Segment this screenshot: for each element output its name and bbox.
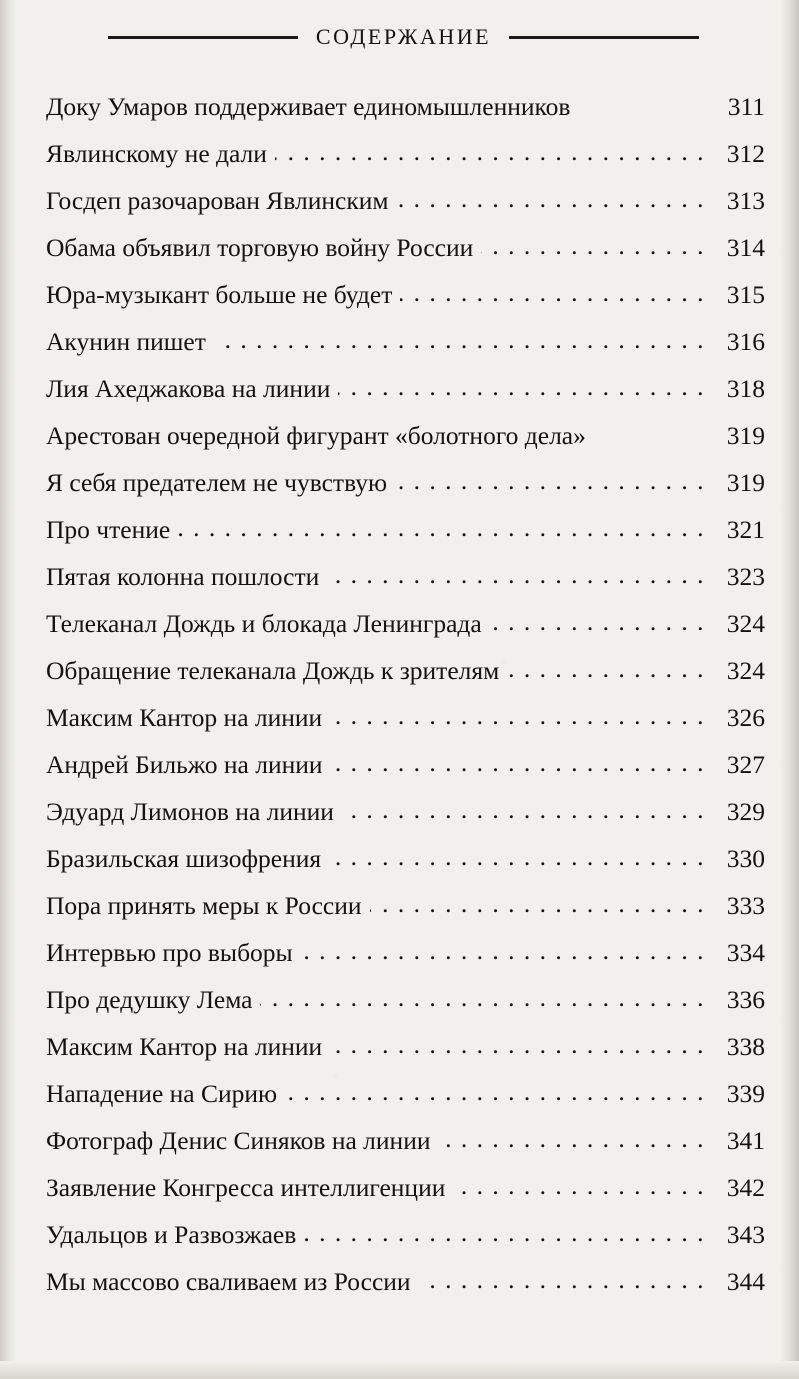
toc-entry-title: Эдуард Лимонов на линии [46,796,334,826]
page-title: СОДЕРЖАНИЕ [315,24,492,49]
toc-leader-dots [329,842,705,867]
toc-entry-page: 321 [726,514,765,544]
toc-entry-page: 313 [726,185,765,215]
toc-leader-dots [178,513,705,538]
toc-entry-page: 341 [726,1125,765,1155]
toc-entry[interactable] [46,683,765,730]
toc-leader-dots [260,983,705,1008]
toc-entry-title: Пятая колонна пошлости [46,561,320,591]
toc-entry-page: 342 [726,1172,765,1202]
toc-leader-dots [327,560,705,585]
toc-entry-title: Максим Кантор на линии [46,1031,323,1061]
toc-leader-dots [594,419,705,444]
toc-entry-title: Я себя предателем не чувствую [46,467,388,497]
toc-entry-title: Пора принять меры к России [46,890,362,920]
toc-entry-page: 318 [726,373,765,403]
toc-entry-page: 319 [726,467,765,497]
header-rule-right [509,36,699,39]
toc-leader-dots [419,1265,705,1290]
toc-entry[interactable] [46,589,765,636]
toc-leader-dots [338,372,705,397]
toc-entry-title: Максим Кантор на линии [46,702,323,732]
toc-leader-dots [397,184,705,209]
toc-entry-title: Удальцов и Развозжаев [46,1219,297,1249]
toc-entry-page: 330 [726,843,765,873]
toc-entry-page: 336 [726,984,765,1014]
toc-entry-title: Нападение на Сирию [46,1078,278,1108]
toc-entry-title: Госдеп разочарован Явлинским [46,185,389,215]
toc-leader-dots [490,607,705,632]
toc-entry-page: 334 [726,937,765,967]
toc-entry[interactable] [46,636,765,683]
toc-entry[interactable] [46,448,765,495]
toc-entry[interactable] [46,1059,765,1106]
toc-entry-page: 315 [726,279,765,309]
toc-entry-page: 333 [726,890,765,920]
toc-leader-dots [275,137,705,162]
toc-entry-title: Лия Ахеджакова на линии [46,373,331,403]
toc-entry-page: 343 [726,1219,765,1249]
toc-leader-dots [330,1030,705,1055]
toc-entry-title: Мы массово сваливаем из России [46,1266,411,1296]
toc-entry-title: Явлинскому не дали [46,138,267,168]
toc-entry-title: Обама объявил торговую войну России [46,232,474,262]
toc-entry-page: 314 [726,232,765,262]
toc-entry-page: 316 [726,326,765,356]
toc-entry-title: Про чтение [46,514,171,544]
toc-entry-page: 326 [726,702,765,732]
toc-leader-dots [400,278,705,303]
page-edge-right [779,0,799,1379]
toc-leader-dots [285,1077,705,1102]
toc-leader-dots [370,889,705,914]
toc-leader-dots [330,701,705,726]
toc-leader-dots [304,1218,705,1243]
toc-entry[interactable] [46,1012,765,1059]
toc-entry-page: 339 [726,1078,765,1108]
toc-leader-dots [481,231,705,256]
toc-entry-page: 324 [726,655,765,685]
toc-entry[interactable] [46,119,765,166]
toc-entry[interactable] [46,871,765,918]
toc-leader-dots [331,748,705,773]
toc-entry[interactable] [46,777,765,824]
toc-leader-dots [214,325,705,350]
toc-entry[interactable] [46,166,765,213]
toc-entry[interactable] [46,354,765,401]
toc-entry-title: Заявление Конгресса интеллигенции [46,1172,446,1202]
toc-entry-page: 327 [726,749,765,779]
toc-entry-title: Андрей Бильжо на линии [46,749,323,779]
toc-entry-page: 338 [726,1031,765,1061]
table-of-contents [46,72,765,1294]
toc-entry[interactable] [46,1200,765,1247]
toc-leader-dots [342,795,705,820]
toc-entry-page: 323 [726,561,765,591]
toc-leader-dots [395,466,705,491]
toc-entry[interactable] [46,307,765,354]
toc-entry-title: Акунин пишет [46,326,206,356]
toc-entry-title: Телеканал Дождь и блокада Ленинграда [46,608,482,638]
toc-entry-title: Арестован очередной фигурант «болотного дела» [46,420,586,450]
page-edge-bottom [0,1361,799,1379]
toc-entry-page: 311 [727,91,765,121]
toc-entry[interactable] [46,542,765,589]
toc-entry[interactable] [46,965,765,1012]
toc-entry[interactable] [46,260,765,307]
toc-entry[interactable] [46,1153,765,1200]
toc-entry-title: Доку Умаров поддерживает единомышленников [46,91,571,121]
toc-entry[interactable] [46,730,765,777]
toc-entry[interactable] [46,72,765,119]
toc-leader-dots [439,1124,706,1149]
toc-entry[interactable] [46,824,765,871]
toc-entry-page: 319 [726,420,765,450]
toc-entry-title: Про дедушку Лема [46,984,253,1014]
toc-entry[interactable] [46,401,765,448]
toc-entry[interactable] [46,495,765,542]
toc-entry-title: Обращение телеканала Дождь к зрителям [46,655,500,685]
header-rule-left [108,36,298,39]
toc-leader-dots [453,1171,705,1196]
toc-leader-dots [578,90,705,115]
toc-entry[interactable] [46,1247,765,1294]
page-edge-left [0,0,16,1379]
toc-entry-page: 329 [726,796,765,826]
toc-entry-title: Юра-музыкант больше не будет [46,279,393,309]
toc-leader-dots [507,654,705,679]
toc-entry-page: 344 [726,1266,765,1296]
toc-entry-title: Фотограф Денис Синяков на линии [46,1125,431,1155]
toc-entry[interactable] [46,213,765,260]
page-header [42,20,765,54]
toc-entry-title: Интервью про выборы [46,937,293,967]
toc-entry-page: 312 [726,138,765,168]
toc-entry[interactable] [46,1106,765,1153]
toc-leader-dots [301,936,705,961]
toc-entry-page: 324 [726,608,765,638]
toc-entry[interactable] [46,918,765,965]
toc-entry-title: Бразильская шизофрения [46,843,322,873]
